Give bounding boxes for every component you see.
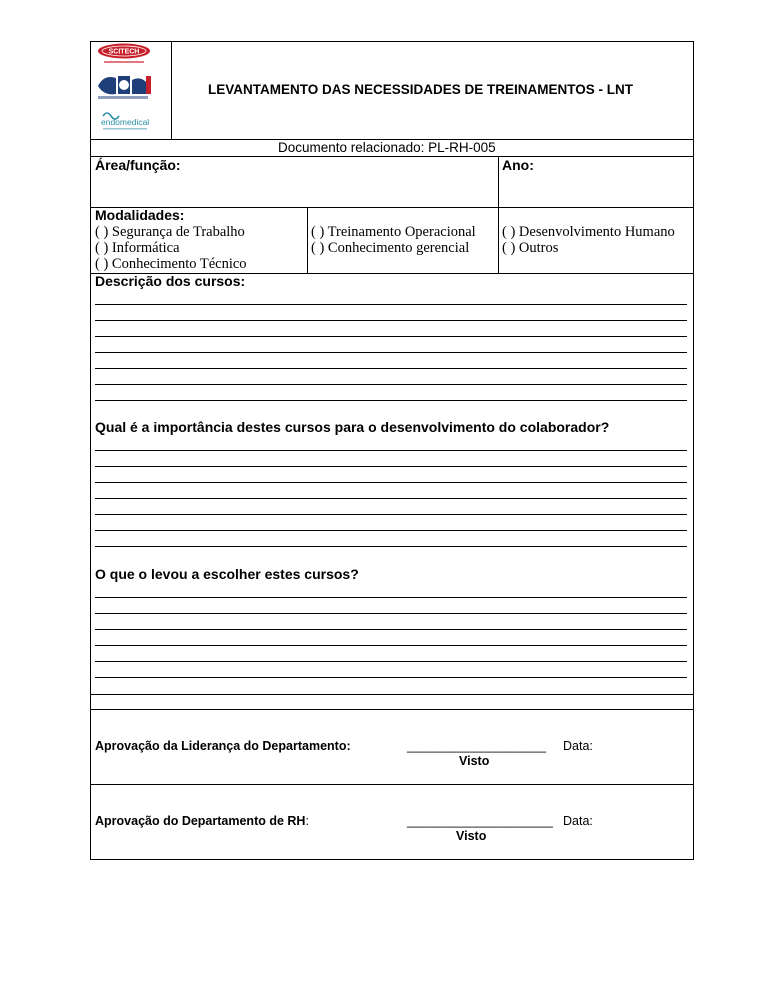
- aprovacao-rh-colon: :: [305, 814, 309, 828]
- answer-line[interactable]: [95, 498, 687, 499]
- answer-line[interactable]: [95, 352, 687, 353]
- option-treinamento-operacional[interactable]: ( ) Treinamento Operacional: [311, 224, 476, 240]
- option-conhecimento-tecnico[interactable]: ( ) Conhecimento Técnico: [95, 256, 247, 272]
- answer-line[interactable]: [95, 304, 687, 305]
- option-informatica[interactable]: ( ) Informática: [95, 240, 180, 256]
- endomedical-logo: [99, 108, 155, 132]
- answer-line[interactable]: [95, 645, 687, 646]
- answer-line[interactable]: [95, 661, 687, 662]
- answer-line[interactable]: [95, 613, 687, 614]
- aprovacao-lideranca-label: Aprovação da Liderança do Departamento:: [95, 739, 351, 753]
- option-outros[interactable]: ( ) Outros: [502, 240, 559, 256]
- scitech-logo: [96, 43, 152, 67]
- importancia-label: Qual é a importância destes cursos para o desenvolvimento do colaborador?: [95, 419, 610, 435]
- logo-divider: [171, 42, 172, 139]
- answer-line[interactable]: [95, 384, 687, 385]
- svg-text:SCITECH: SCITECH: [108, 48, 140, 56]
- option-conhecimento-gerencial[interactable]: ( ) Conhecimento gerencial: [311, 240, 470, 256]
- answer-line[interactable]: [95, 530, 687, 531]
- answer-line[interactable]: [95, 546, 687, 547]
- escolha-label: O que o levou a escolher estes cursos?: [95, 566, 359, 582]
- area-funcao-label: Área/função:: [95, 157, 181, 173]
- related-document: Documento relacionado: PL-RH-005: [278, 140, 496, 155]
- divider: [91, 694, 693, 695]
- data-label: Data:: [563, 739, 593, 753]
- aprovacao-rh-label: [95, 814, 309, 828]
- form-title: LEVANTAMENTO DAS NECESSIDADES DE TREINAMENTOS - LNT: [208, 82, 634, 97]
- option-seguranca[interactable]: ( ) Segurança de Trabalho: [95, 224, 245, 240]
- visto-label: Visto: [456, 829, 487, 843]
- answer-line[interactable]: [95, 677, 687, 678]
- answer-line[interactable]: [95, 320, 687, 321]
- divider: [91, 709, 693, 710]
- divider: [91, 156, 693, 157]
- data-label: Data:: [563, 814, 593, 828]
- company-logo: [96, 72, 152, 102]
- ano-label: Ano:: [502, 157, 534, 173]
- visto-signature-line[interactable]: _____________________: [407, 814, 553, 828]
- column-divider: [307, 207, 308, 273]
- modalidades-label: Modalidades:: [95, 207, 185, 223]
- answer-line[interactable]: [95, 466, 687, 467]
- answer-line[interactable]: [95, 629, 687, 630]
- option-desenvolvimento-humano[interactable]: ( ) Desenvolvimento Humano: [502, 224, 675, 240]
- visto-label: Visto: [459, 754, 490, 768]
- visto-signature-line[interactable]: ____________________: [407, 739, 547, 753]
- answer-line[interactable]: [95, 597, 687, 598]
- answer-line[interactable]: [95, 450, 687, 451]
- divider: [91, 784, 693, 785]
- answer-line[interactable]: [95, 482, 687, 483]
- answer-line[interactable]: [95, 336, 687, 337]
- answer-line[interactable]: [95, 368, 687, 369]
- column-divider: [498, 156, 499, 273]
- svg-text:endomedical: endomedical: [101, 117, 150, 127]
- aprovacao-rh-text: Aprovação do Departamento de RH: [95, 814, 306, 828]
- lnt-form: [90, 41, 694, 860]
- answer-line[interactable]: [95, 400, 687, 401]
- descricao-label: Descrição dos cursos:: [95, 273, 246, 289]
- answer-line[interactable]: [95, 514, 687, 515]
